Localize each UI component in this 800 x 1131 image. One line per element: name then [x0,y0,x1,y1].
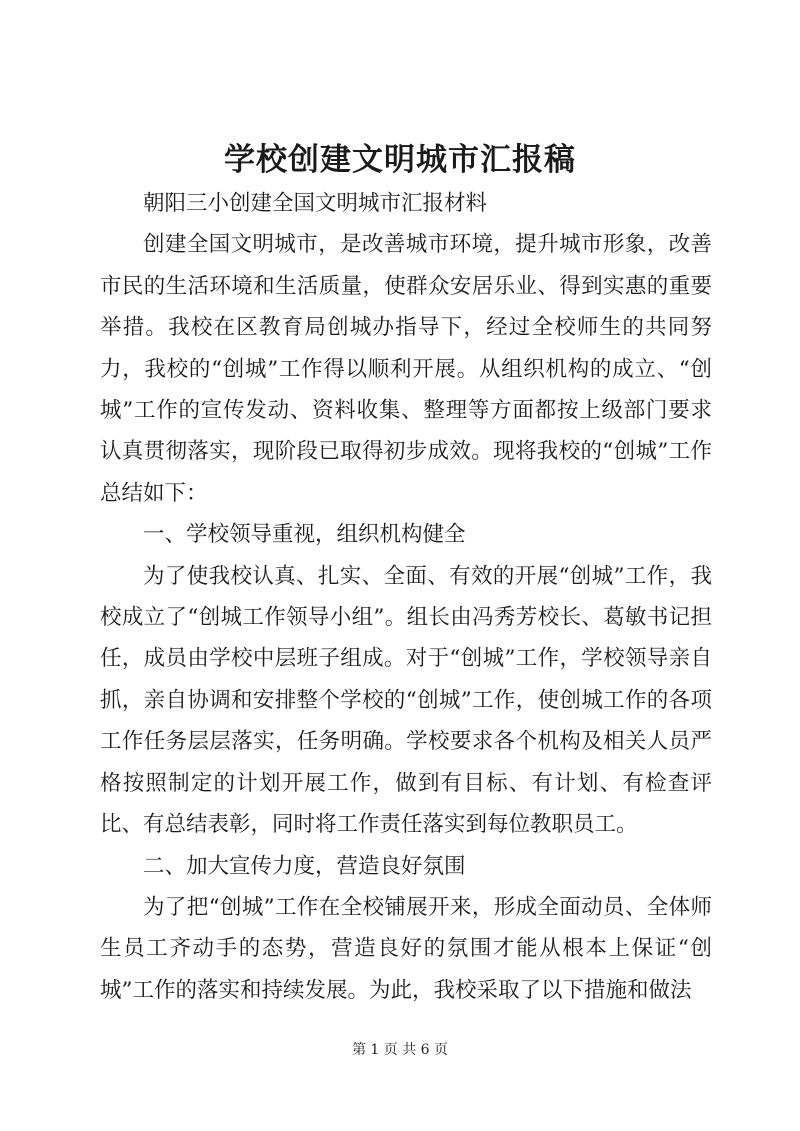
paragraph-section-2: 为了把“创城”工作在全校铺展开来，形成全面动员、全体师生员工齐动手的态势，营造良好的氛围才能从根本上保证“创城”工作的落实和持续发展。为此，我校采取了以下措施和做法 [100,894,712,1003]
section-heading-2: 二、加大宣传力度，营造良好氛围 [143,853,466,879]
section-heading-1: 一、学校领导重视，组织机构健全 [143,522,466,548]
paragraph-intro: 创建全国文明城市，是改善城市环境，提升城市形象，改善市民的生活环境和生活质量，使群众安居乐业、得到实惠的重要举措。我校在区教育局创城办指导下，经过全校师生的共同努力，我校的“创城”工作得以顺利开展。从组织机构的成立、“创城”工作的宣传发动、资料收集、整理等方面都按上级部门要求认真贯彻落实，现阶段已取得初步成效。现将我校的“创城”工作总结如下： [100,232,712,506]
document-title: 学校创建文明城市汇报稿 [224,142,576,178]
document-body [100,183,712,1011]
page-footer: 第 1 页 共 6 页 [351,1042,449,1058]
paragraph-section-1: 为了使我校认真、扎实、全面、有效的开展“创城”工作，我校成立了“创城工作领导小组”。组长由冯秀芳校长、葛敏书记担任，成员由学校中层班子组成。对于“创城”工作，学校领导亲自抓，亲自协调和安排整个学校的“创城”工作，使创城工作的各项工作任务层层落实，任务明确。学校要求各个机构及相关人员严格按照制定的计划开展工作，做到有目标、有计划、有检查评比、有总结表彰，同时将工作责任落实到每位教职员工。 [100,563,712,838]
paragraph-subtitle: 朝阳三小创建全国文明城市汇报材料 [143,191,488,216]
